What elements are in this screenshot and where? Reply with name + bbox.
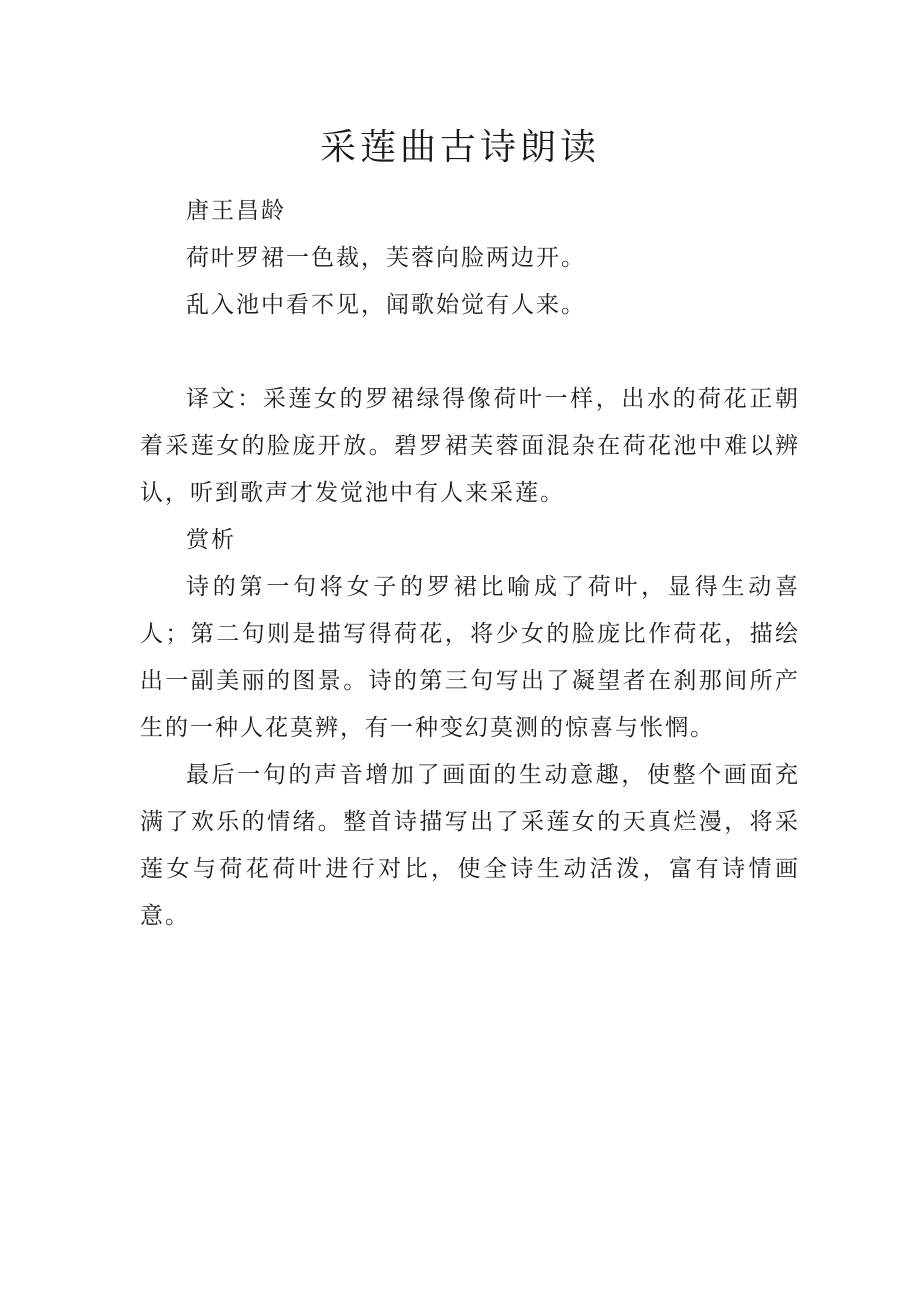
poem-author: 唐王昌龄 bbox=[186, 198, 286, 224]
appreciation-paragraph-2: 最后一句的声音增加了画面的生动意趣，使整个画面充满了欢乐的情绪。整首诗描写出了采莲女的天真烂漫，将采莲女与荷花荷叶进行对比，使全诗生动活泼，富有诗情画意。 bbox=[140, 762, 800, 929]
translation-paragraph: 译文：采莲女的罗裙绿得像荷叶一样，出水的荷花正朝着采莲女的脸庞开放。碧罗裙芙蓉面混杂在荷花池中难以辨认，听到歌声才发觉池中有人来采莲。 bbox=[140, 386, 800, 506]
appreciation-paragraph-1: 诗的第一句将女子的罗裙比喻成了荷叶，显得生动喜人；第二句则是描写得荷花，将少女的脸庞比作荷花，描绘出一副美丽的图景。诗的第三句写出了凝望者在刹那间所产生的一种人花莫辨，有一种变幻莫测的惊喜与怅惘。 bbox=[140, 574, 800, 741]
blank-line bbox=[140, 329, 800, 376]
poem-line-1: 荷叶罗裙一色裁，芙蓉向脸两边开。 bbox=[186, 245, 586, 271]
poem-line-2: 乱入池中看不见，闻歌始觉有人来。 bbox=[186, 292, 586, 318]
page-title: 采莲曲古诗朗读 bbox=[319, 127, 600, 168]
document-body bbox=[140, 188, 800, 940]
appreciation-heading: 赏析 bbox=[186, 527, 236, 553]
